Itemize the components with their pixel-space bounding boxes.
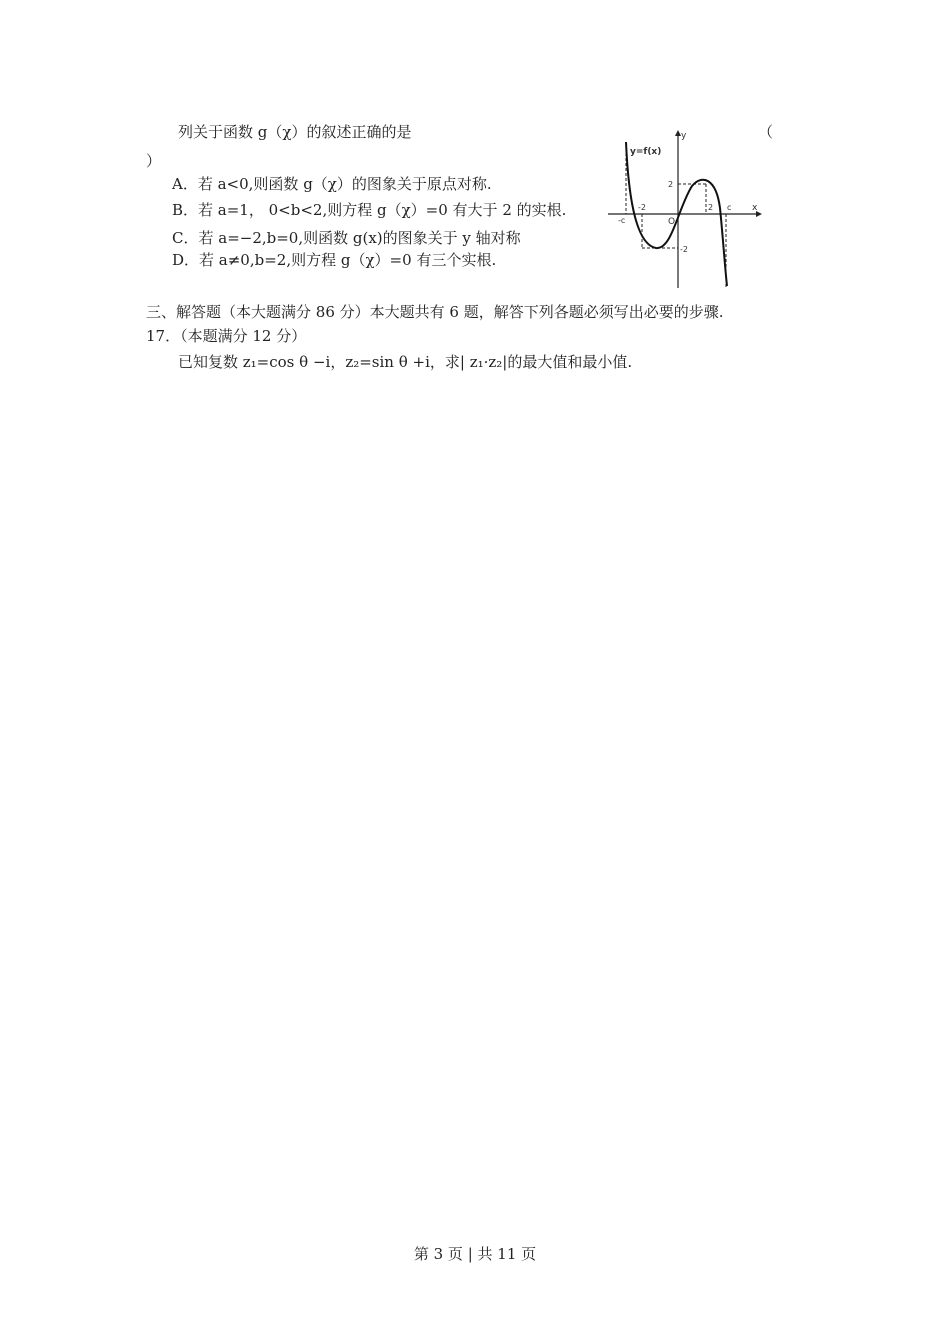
x-axis-label: x — [752, 203, 758, 213]
y-axis-label: y — [681, 131, 687, 141]
tick-c-negative: -c — [618, 216, 626, 225]
tick-2-x: 2 — [708, 203, 714, 212]
question-intro: 列关于函数 g（χ）的叙述正确的是 — [178, 123, 412, 141]
function-graph — [606, 128, 762, 292]
curve-label: y=f(x) — [630, 147, 662, 157]
option-c: C．若 a=−2,b=0,则函数 g(x)的图象关于 y 轴对称 — [172, 229, 521, 247]
tick-2-y: 2 — [668, 180, 674, 189]
option-b: B．若 a=1， 0<b<2,则方程 g（χ）=0 有大于 2 的实根. — [172, 201, 567, 219]
tick-neg2-x: -2 — [638, 203, 646, 212]
option-d: D．若 a≠0,b=2,则方程 g（χ）=0 有三个实根. — [172, 251, 497, 269]
answer-paren-close: ） — [146, 152, 162, 170]
tick-c-positive: c — [727, 203, 732, 212]
option-a: A．若 a<0,则函数 g（χ）的图象关于原点对称. — [172, 175, 492, 193]
answer-paren-open: （ — [758, 123, 774, 141]
question-17-text: 已知复数 z₁=cos θ −i，z₂=sin θ +i，求| z₁·z₂|的最大值和最小值. — [178, 353, 633, 371]
question-17-number: 17．（本题满分 12 分） — [146, 327, 307, 345]
page-footer: 第 3 页 | 共 11 页 — [413, 1245, 537, 1263]
section-heading: 三、解答题（本大题满分 86 分）本大题共有 6 题，解答下列各题必须写出必要的步骤. — [146, 303, 724, 321]
tick-neg2-y: -2 — [680, 245, 688, 254]
origin-label: O — [668, 217, 676, 227]
